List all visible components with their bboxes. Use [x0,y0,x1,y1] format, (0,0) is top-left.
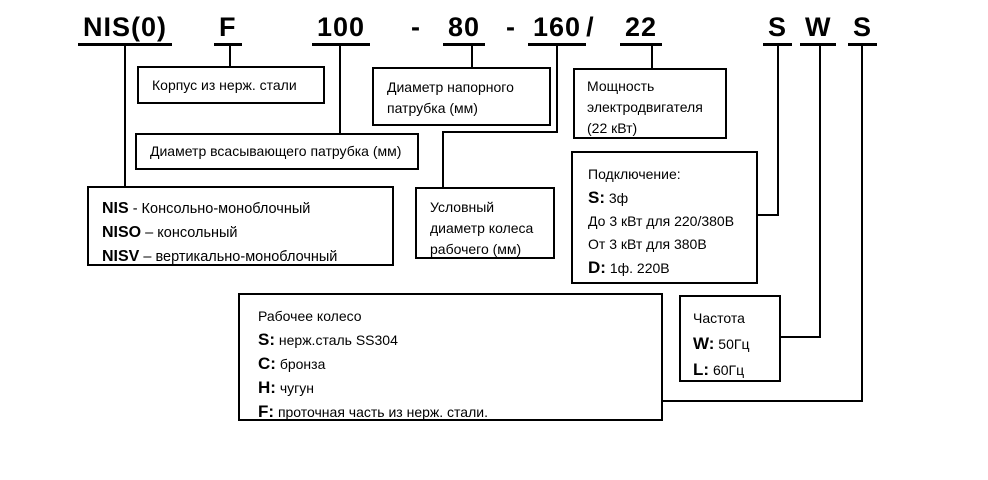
series-box [87,186,394,266]
discharge-box-line: Диаметр напорного [387,79,514,95]
code-token-series [78,12,172,46]
impeller-material-item [258,352,661,376]
code-discharge-text: 80 [443,12,485,46]
frequency-box [679,295,781,382]
casing-box [137,66,325,104]
connection-item [588,186,756,210]
impeller-material-item-code: H: [258,378,276,397]
frequency-item [693,357,779,383]
motor-power-box [573,68,727,139]
code-casing-text: F [214,12,242,46]
suction-box-label: Диаметр всасывающего патрубка (мм) [150,143,402,159]
code-token-impeller-diameter [528,12,595,46]
code-slash: / [586,12,595,42]
code-separator-1-text: - [411,12,421,42]
series-item-desc: – консольный [145,225,238,241]
series-item [102,245,392,269]
connection-note: От 3 кВт для 380В [588,236,707,252]
connection-item-desc: 1ф. 220В [609,260,670,276]
motor-power-box-line: Мощность [587,78,655,94]
code-separator-1 [411,12,421,42]
impeller-material-item-code: C: [258,354,276,373]
code-separator-2 [506,12,516,42]
series-item-code: NISV [102,248,140,265]
frequency-item [693,331,779,357]
impeller-material-item-desc: нерж.сталь SS304 [278,332,398,348]
series-item-desc: - Консольно-моноблочный [132,201,311,217]
impeller-material-item [258,400,661,424]
impeller-material-box-title: Рабочее колесо [258,308,362,324]
connection-item-code: S: [588,188,605,207]
series-item-code: NISO [102,224,142,241]
code-connection-text: S [763,12,792,46]
code-impeller-diameter-text: 160 [528,12,586,46]
frequency-box-title: Частота [693,310,745,326]
code-token-discharge-diameter [443,12,485,46]
code-motor-power-text: 22 [620,12,662,46]
code-token-motor-power [620,12,662,46]
connection-item-code: D: [588,258,606,277]
impeller-material-item-code: F: [258,402,275,421]
code-suction-text: 100 [312,12,370,46]
connection-item [588,256,756,280]
code-token-frequency [800,12,836,46]
code-token-connection [763,12,792,46]
impeller-material-box [238,293,663,421]
code-token-casing [214,12,242,46]
motor-power-box-line: электродвигателя [587,99,703,115]
impeller-material-item [258,376,661,400]
discharge-box-line: патрубка (мм) [387,100,478,116]
connection-item-desc: 3ф [608,190,629,206]
discharge-diameter-box [372,67,551,126]
motor-power-box-line: (22 кВт) [587,120,638,136]
impeller-material-item-desc: бронза [279,356,326,372]
impeller-material-item-code: S: [258,330,275,349]
impeller-diameter-box-line: Условный [430,199,495,215]
impeller-diameter-box-line: рабочего (мм) [430,241,522,257]
impeller-diameter-box-line: диаметр колеса [430,220,534,236]
connector-connection-line [758,46,778,215]
series-item [102,197,392,221]
connector-frequency-line [781,46,820,337]
frequency-item-desc: 60Гц [712,362,745,378]
code-token-impeller-material [848,12,877,46]
connection-box-title: Подключение: [588,166,681,182]
series-item [102,221,392,245]
code-separator-2-text: - [506,12,516,42]
connection-note: До 3 кВт для 220/380В [588,213,735,229]
code-series-text: NIS(0) [78,12,172,46]
impeller-material-item-desc: чугун [279,380,314,396]
frequency-item-code: L: [693,360,710,379]
casing-box-label: Корпус из нерж. стали [152,76,297,93]
code-frequency-text: W [800,12,836,46]
series-item-desc: – вертикально-моноблочный [143,249,338,265]
code-impeller-material-text: S [848,12,877,46]
impeller-material-item-desc: проточная часть из нерж. стали. [277,404,488,420]
connection-box [571,151,758,284]
frequency-item-desc: 50Гц [718,336,750,352]
code-token-suction-diameter [312,12,370,46]
impeller-material-item [258,328,661,352]
impeller-diameter-box [415,187,555,259]
series-item-code: NIS [102,200,129,217]
suction-diameter-box [135,133,419,170]
frequency-item-code: W: [693,334,715,353]
